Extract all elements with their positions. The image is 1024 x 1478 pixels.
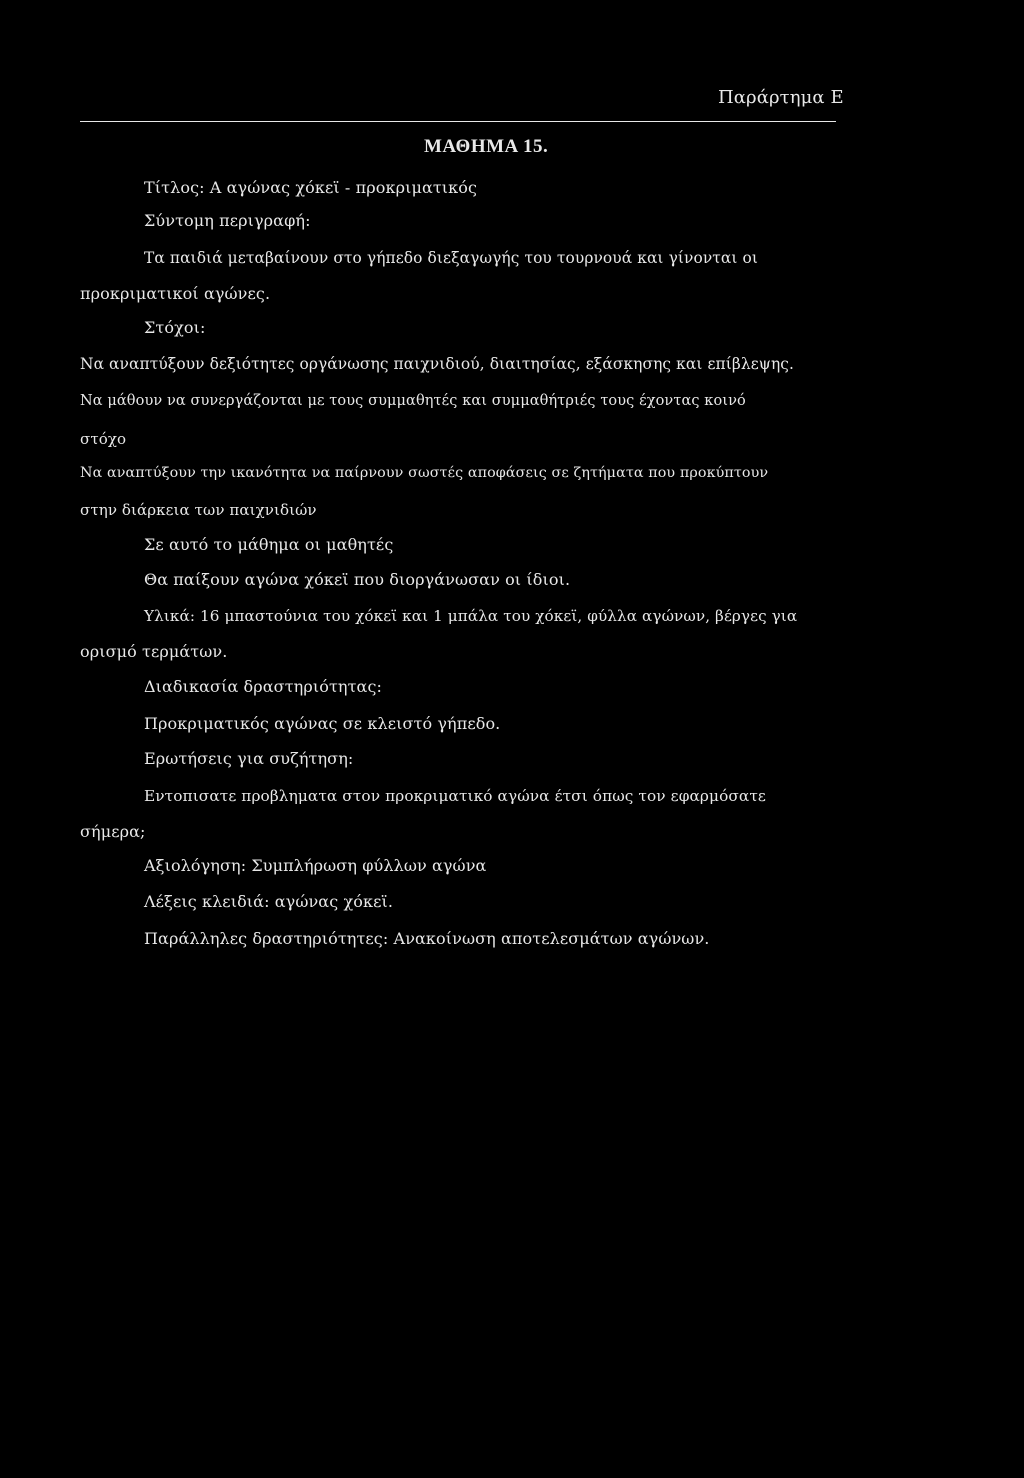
header-rule <box>80 121 836 122</box>
procedure-label: Διαδικασία δραστηριότητας: <box>144 677 382 696</box>
short-description-label: Σύντομη περιγραφή: <box>144 211 311 230</box>
lesson-play: Θα παίξουν αγώνα χόκεϊ που διοργάνωσαν οι ίδιοι. <box>144 570 571 589</box>
objective-2-line-2: στόχο <box>80 430 127 448</box>
lesson-intro: Σε αυτό το μάθημα οι μαθητές <box>144 535 394 554</box>
short-description-line-2: προκριματικοί αγώνες. <box>80 284 271 303</box>
questions-label: Ερωτήσεις για συζήτηση: <box>144 749 354 768</box>
materials-line-2: ορισμό τερμάτων. <box>80 642 228 661</box>
procedure-text: Προκριματικός αγώνας σε κλειστό γήπεδο. <box>144 714 501 733</box>
objective-2-line-1: Να μάθουν να συνεργάζονται με τους συμμαθητές και συμμαθήτριές τους έχοντας κοινό <box>80 393 746 409</box>
appendix-label: Παράρτημα Ε <box>718 87 844 108</box>
objective-3-line-2: στην διάρκεια των παιχνιδιών <box>80 501 317 519</box>
lesson-heading: ΜΑΘΗΜΑ 15. <box>424 136 549 157</box>
questions-line-2: σήμερα; <box>80 822 146 841</box>
lesson-title: Τίτλος: Α αγώνας χόκεϊ - προκριματικός <box>144 178 478 197</box>
short-description-line-1: Τα παιδιά μεταβαίνουν στο γήπεδο διεξαγωγής του τουρνουά και γίνονται οι <box>144 249 759 267</box>
materials-line-1: Υλικά: 16 μπαστούνια του χόκεϊ και 1 μπάλα του χόκεϊ, φύλλα αγώνων, βέργες για <box>144 607 798 625</box>
objective-1: Να αναπτύξουν δεξιότητες οργάνωσης παιχνιδιού, διαιτησίας, εξάσκησης και επίβλεψης. <box>80 355 795 373</box>
evaluation: Αξιολόγηση: Συμπλήρωση φύλλων αγώνα <box>144 856 487 875</box>
questions-line-1: Εντοπισατε προβληματα στον προκριματικό αγώνα έτσι όπως τον εφαρμόσατε <box>144 787 766 805</box>
keywords: Λέξεις κλειδιά: αγώνας χόκεϊ. <box>144 892 394 911</box>
objective-3-line-1: Να αναπτύξουν την ικανότητα να παίρνουν σωστές αποφάσεις σε ζητήματα που προκύπτουν <box>80 465 769 481</box>
parallel-activities: Παράλληλες δραστηριότητες: Ανακοίνωση αποτελεσμάτων αγώνων. <box>144 929 710 948</box>
objectives-label: Στόχοι: <box>144 318 206 337</box>
